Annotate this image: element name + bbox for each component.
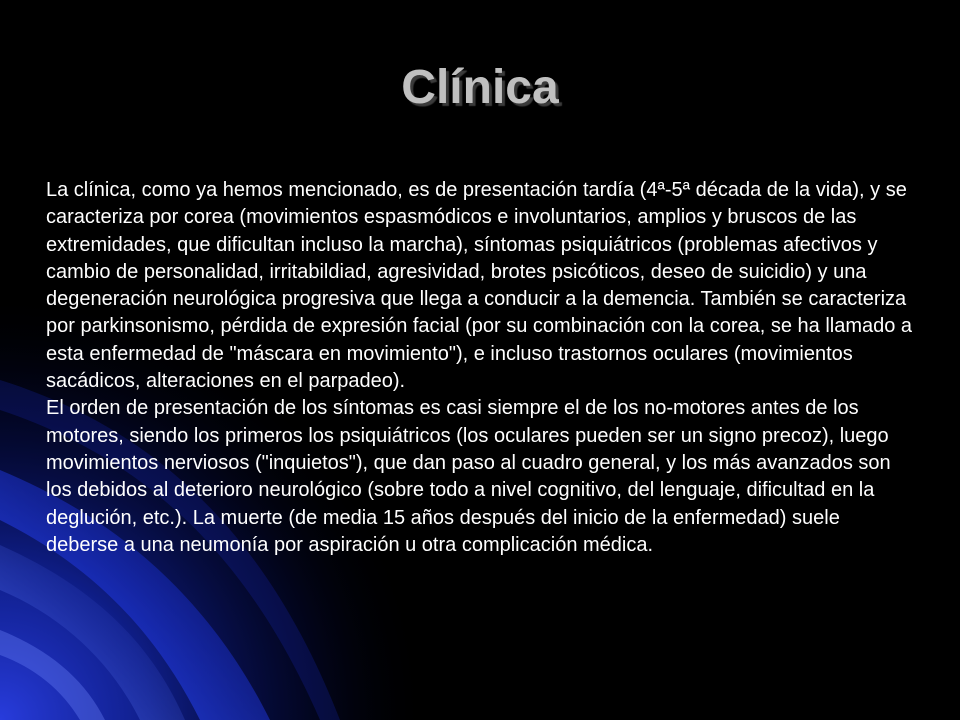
slide-title: Clínica — [401, 61, 559, 114]
body-paragraph-1: La clínica, como ya hemos mencionado, es de presentación tardía (4ª-5ª década de la vida), y se caracteriza por corea (movimientos espasmódicos e involuntarios, amplios y bruscos de las extremidades, que dificultan incluso la marcha), síntomas psiquiátricos (problemas afectivos y cambio de personalidad, irritabildiad, agresividad, brotes psicóticos, deseo de suicidio) y una degeneración neurológica progresiva que llega a conducir a la demencia. También se caracteriza por parkinsonismo, pérdida de expresión facial (por su combinación con la corea, se ha llamado a esta enfermedad de "máscara en movimiento"), e incluso trastornos oculares (movimientos sacádicos, alteraciones en el parpadeo). — [46, 179, 913, 393]
body-paragraph-2: El orden de presentación de los síntomas es casi siempre el de los no-motores antes de los motores, siendo los primeros los psiquiátricos (los oculares pueden ser un signo precoz), luego movimientos nerviosos ("inquietos"), que dan paso al cuadro general, y los más avanzados son los debidos al deterioro neurológico (sobre todo a nivel cognitivo, del lenguaje, dificultad en la deglución, etc.). La muerte (de media 15 años después del inicio de la enfermedad) suele deberse a una neumonía por aspiración u otra complicación médica. — [46, 397, 891, 556]
slide-body — [46, 177, 916, 559]
